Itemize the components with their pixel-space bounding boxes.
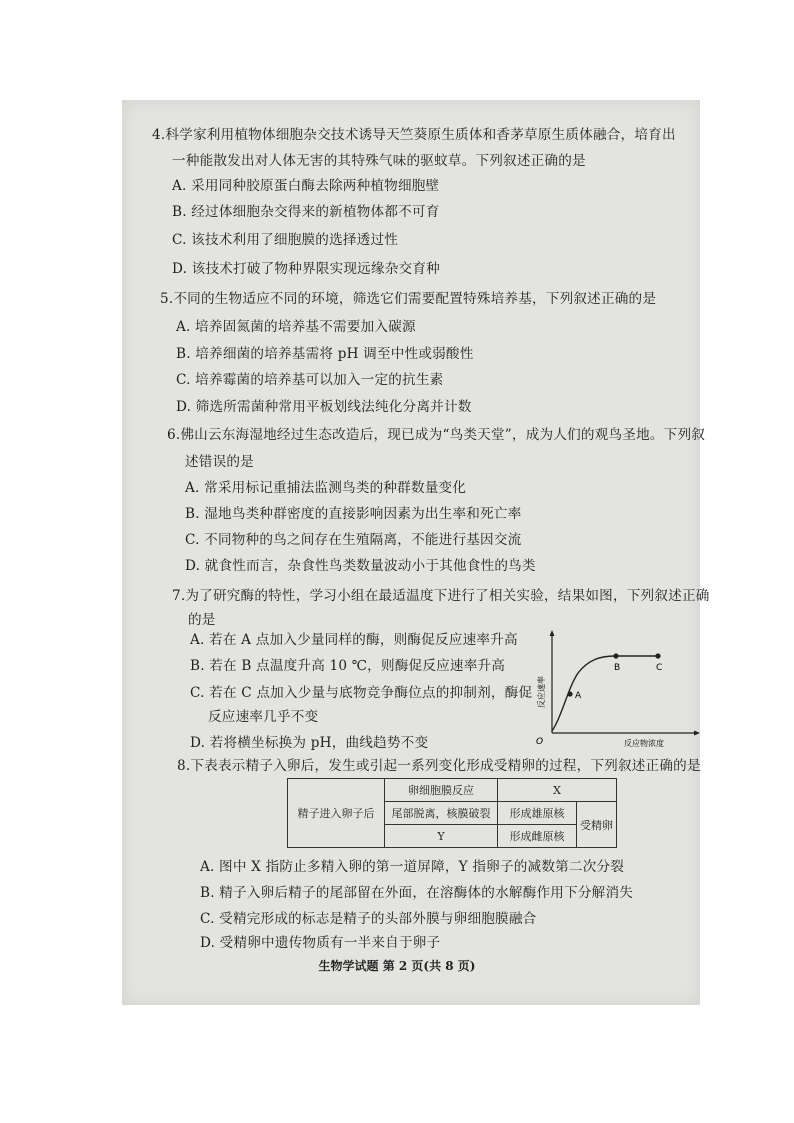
q6-option-a: A. 常采用标记重捕法监测鸟类的种群数量变化 — [185, 480, 467, 496]
y-axis-label: 反应速率 — [537, 676, 546, 708]
table-cell-male-pronucleus: 形成雄原核 — [498, 802, 577, 825]
page-footer: 生物学试题 第 2 页(共 8 页) — [318, 959, 476, 973]
q5-option-b: B. 培养细菌的培养基需将 pH 调至中性或弱酸性 — [176, 346, 474, 362]
q8-option-b: B. 精子入卵后精子的尾部留在外面，在溶酶体的水解酶作用下分解消失 — [200, 885, 634, 901]
table-cell-y: Y — [385, 825, 498, 848]
q5-option-d: D. 筛选所需菌种常用平板划线法纯化分离并计数 — [176, 399, 472, 415]
q6-stem-line1: 6.佛山云东海湿地经过生态改造后，现已成为“鸟类天堂”，成为人们的观鸟圣地。下列叙 — [167, 427, 706, 443]
q6-option-b: B. 湿地鸟类种群密度的直接影响因素为出生率和死亡率 — [185, 506, 522, 522]
q8-option-d: D. 受精卵中遗传物质有一半来自于卵子 — [200, 935, 441, 951]
fertilization-table — [287, 778, 617, 848]
point-b — [613, 653, 618, 658]
q7-option-a: A. 若在 A 点加入少量同样的酶，则酶促反应速率升高 — [190, 632, 518, 648]
q7-option-d: D. 若将横坐标换为 pH，曲线趋势不变 — [190, 735, 429, 751]
q7-stem-line1: 7.为了研究酶的特性，学习小组在最适温度下进行了相关实验，结果如图，下列叙述正确 — [172, 588, 710, 604]
point-a-label: A — [575, 691, 582, 701]
q8-option-c: C. 受精完形成的标志是精子的头部外膜与卵细胞膜融合 — [200, 911, 537, 927]
x-axis-arrow — [694, 731, 700, 736]
q4-option-d: D. 该技术打破了物种界限实现远缘杂交育种 — [172, 261, 440, 277]
q8-option-a: A. 图中 X 指防止多精入卵的第一道屏障，Y 指卵子的减数第二次分裂 — [200, 859, 625, 875]
x-axis-label: 反应物浓度 — [624, 739, 664, 748]
reaction-rate-graph — [530, 628, 700, 748]
table-cell-x: X — [498, 779, 617, 802]
origin-label: O — [536, 737, 544, 747]
point-c-label: C — [656, 663, 663, 673]
table-cell-sperm-entry: 精子进入卵子后 — [288, 779, 385, 848]
q4-option-b: B. 经过体细胞杂交得来的新植物体都不可育 — [172, 204, 440, 220]
table-cell-zygote: 受精卵 — [577, 802, 617, 848]
point-b-label: B — [614, 663, 621, 673]
q7-stem-line2: 的是 — [188, 612, 216, 628]
point-a — [567, 691, 572, 696]
q4-option-c: C. 该技术利用了细胞膜的选择透过性 — [172, 232, 399, 248]
q6-option-d: D. 就食性而言，杂食性鸟类数量波动小于其他食性的鸟类 — [185, 558, 536, 574]
q5-option-c: C. 培养霉菌的培养基可以加入一定的抗生素 — [176, 372, 444, 388]
q4-stem-line1: 4.科学家利用植物体细胞杂交技术诱导天竺葵原生质体和香茅草原生质体融合，培育出 — [152, 127, 676, 143]
table-cell-tail-detach: 尾部脱离，核膜破裂 — [385, 802, 498, 825]
table-cell-membrane-reaction: 卵细胞膜反应 — [385, 779, 498, 802]
q5-option-a: A. 培养固氮菌的培养基不需要加入碳源 — [176, 319, 416, 335]
y-axis-arrow — [550, 630, 555, 636]
table-cell-female-pronucleus: 形成雌原核 — [498, 825, 577, 848]
q7-option-c-line2: 反应速率几乎不变 — [208, 709, 319, 725]
q8-stem-line1: 8.下表表示精子入卵后，发生或引起一系列变化形成受精卵的过程，下列叙述正确的是 — [177, 758, 701, 774]
q5-stem-line1: 5.不同的生物适应不同的环境，筛选它们需要配置特殊培养基，下列叙述正确的是 — [160, 291, 657, 307]
q4-stem-line2: 一种能散发出对人体无害的其特殊气味的驱蚊草。下列叙述正确的是 — [172, 153, 586, 169]
q4-option-a: A. 采用同种胶原蛋白酶去除两种植物细胞壁 — [172, 178, 440, 194]
q6-option-c: C. 不同物种的鸟之间存在生殖隔离，不能进行基因交流 — [185, 532, 522, 548]
q7-option-b: B. 若在 B 点温度升高 10 ℃，则酶促反应速率升高 — [190, 658, 506, 674]
q6-stem-line2: 述错误的是 — [185, 454, 254, 470]
q7-option-c-line1: C. 若在 C 点加入少量与底物竞争酶位点的抑制剂，酶促 — [190, 685, 533, 701]
point-c — [655, 653, 660, 658]
